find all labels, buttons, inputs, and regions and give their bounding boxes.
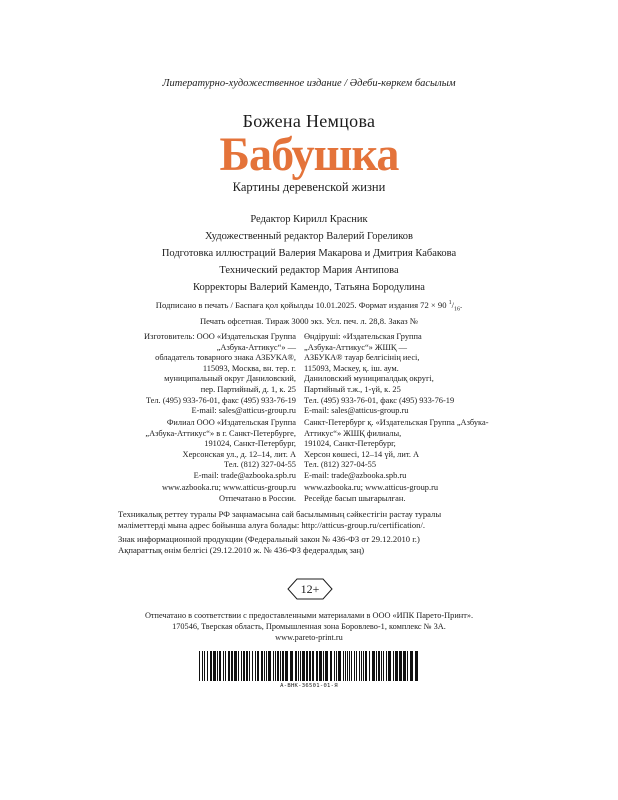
format-fraction-numerator: 1: [448, 300, 452, 306]
text-line: Партийный т.ж., 1-үй, к. 25: [304, 384, 401, 394]
email-line: E-mail: sales@atticus-group.ru: [304, 406, 409, 416]
branch-kz: [304, 418, 514, 482]
credit-line: Художественный редактор Валерий Гореликов: [205, 231, 413, 242]
format-fraction-denominator: 16: [454, 306, 461, 313]
text-line: 191024, Санкт-Петербург,: [204, 439, 296, 449]
text-line: Санкт-Петербург қ. «Издательская Группа „Азбука-: [304, 418, 489, 427]
barcode-bar: [351, 651, 352, 681]
text-line: Тел. (812) 327-04-55: [223, 460, 296, 470]
barcode-bar: [354, 651, 355, 681]
barcode-bar: [213, 651, 216, 681]
barcode-bar: [277, 651, 279, 681]
info-product-sign: [118, 534, 518, 556]
text-line: „Азбука-Аттикус“» ЖШҚ —: [304, 342, 407, 352]
barcode-bar: [399, 651, 402, 681]
barcode-bar: [319, 651, 322, 681]
edition-note: Литературно-художественное издание / Әдеби-көркем басылым: [162, 78, 456, 89]
book-subtitle: Картины деревенской жизни: [232, 180, 386, 194]
barcode-bar: [361, 651, 362, 681]
barcode-bar: [309, 651, 311, 681]
barcode-bar: [234, 651, 237, 681]
barcode-bar: [316, 651, 318, 681]
barcode-bar: [223, 651, 224, 681]
barcode-bar: [407, 651, 408, 681]
barcode-bar: [381, 651, 382, 681]
text-line: Херсонская ул., д. 12–14, лит. А: [182, 449, 296, 459]
text-line: мәліметтерді мына адрес бойынша алуға болады: http://atticus-group.ru/certification/.: [118, 520, 425, 530]
kz-regulation: [118, 509, 518, 531]
text-line: пер. Партийный, д. 1, к. 25: [200, 384, 296, 394]
barcode-bar: [257, 651, 259, 681]
website-line: www.pareto-print.ru: [275, 633, 343, 643]
text-line: Филиал ООО «Издательская Группа: [166, 418, 296, 427]
barcode-bar: [393, 651, 394, 681]
web-ru: [118, 483, 296, 504]
text-line: обладатель товарного знака АЗБУКА®,: [155, 353, 296, 363]
barcode-bar: [312, 651, 314, 681]
barcode-bar: [388, 651, 391, 681]
barcode-bar: [225, 651, 226, 681]
barcode-bar: [336, 651, 337, 681]
barcode-bar: [369, 651, 370, 681]
text-line: 170546, Тверская область, Промышленная зона Боровлево-1, комплекс № 3А.: [172, 622, 446, 632]
credit-line: Подготовка иллюстраций Валерия Макарова и Дмитрия Кабакова: [161, 248, 457, 259]
barcode-bar: [343, 651, 344, 681]
text-line: Даниловский муниципалдық округі,: [304, 374, 434, 384]
print-info-line-2: Печать офсетная. Тираж 3000 экз. Усл. печ. л. 28,8. Заказ №: [199, 316, 419, 327]
barcode-bar: [241, 651, 242, 681]
barcode-bar: [231, 651, 233, 681]
text-line: АЗБУКА® тауар белгісінің иесі,: [304, 353, 420, 363]
barcode-bar: [255, 651, 256, 681]
barcode-bar: [415, 651, 418, 681]
barcode-bar: [325, 651, 328, 681]
printer-info: [0, 610, 618, 644]
barcode-bar: [243, 651, 245, 681]
credit-line: Технический редактор Мария Антипова: [219, 265, 399, 276]
book-title: Бабушка: [219, 128, 399, 181]
manufacturer-ru: [118, 332, 296, 417]
barcode-label: А-ВНК-36501-01-Я: [280, 683, 338, 689]
barcode-bar: [246, 651, 248, 681]
web-kz: [304, 483, 514, 504]
text-line: Отпечатано в соответствии с предоставленными материалами в ООО «ИПК Парето-Принт».: [144, 611, 474, 620]
email-line: E-mail: trade@azbooka.spb.ru: [304, 470, 407, 480]
text-line: Техникалық реттеу туралы РФ заңнамасына сай басылымның сәйкестігін растау туралы: [118, 509, 442, 519]
text-line: Херсон көшесі, 12–14 үй, лит. А: [304, 449, 420, 459]
barcode-bar: [410, 651, 413, 681]
barcode-bar: [290, 651, 293, 681]
barcode-bar: [238, 651, 239, 681]
text-line: Аттикус“» ЖШҚ филиалы,: [304, 428, 402, 438]
branch-ru: [118, 418, 296, 482]
barcode-bar: [275, 651, 276, 681]
author-name: Божена Немцова: [242, 111, 376, 131]
text-line: „Азбука-Аттикус“» —: [216, 342, 296, 352]
barcode-bar: [363, 651, 364, 681]
barcode-bar: [282, 651, 284, 681]
barcode-bar: [228, 651, 230, 681]
barcode-bar: [204, 651, 205, 681]
text-line: 115093, Москва, вн. тер. г.: [202, 363, 296, 373]
text-line: 115093, Мәскеу, қ. іш. аум.: [304, 363, 399, 373]
barcode-bar: [330, 651, 332, 681]
barcode-bar: [280, 651, 281, 681]
barcode-bar: [365, 651, 367, 681]
barcode-bar: [386, 651, 387, 681]
barcode-bar: [323, 651, 324, 681]
text-line: Изготовитель: ООО «Издательская Группа: [144, 332, 296, 341]
barcode-bar: [395, 651, 398, 681]
text-line: „Азбука-Аттикус“» в г. Санкт-Петербурге,: [145, 428, 296, 438]
credit-line: Корректоры Валерий Камендо, Татьяна Бородулина: [193, 282, 425, 293]
barcode-bar: [210, 651, 212, 681]
barcode-bar: [252, 651, 253, 681]
text-line: Ақпараттық өнім белгісі (29.12.2010 ж. № 436-ФЗ федералдық заң): [118, 545, 365, 555]
text-line: Отпечатано в России.: [218, 493, 296, 503]
barcode-bar: [207, 651, 208, 681]
email-line: E-mail: trade@azbooka.spb.ru: [193, 470, 296, 480]
barcode-bar: [199, 651, 200, 681]
barcode-bar: [334, 651, 335, 681]
text-line: 191024, Санкт-Петербург,: [304, 439, 396, 449]
barcode-bar: [372, 651, 375, 681]
barcode-bar: [349, 651, 350, 681]
credit-line: Редактор Кирилл Красник: [250, 214, 368, 225]
barcode-bar: [347, 651, 348, 681]
barcode-bar: [273, 651, 274, 681]
text-line: Знак информационной продукции (Федеральный закон № 436-ФЗ от 29.12.2010 г.): [118, 534, 420, 544]
barcode-bar: [261, 651, 263, 681]
barcode-bar: [264, 651, 265, 681]
website-line: www.azbooka.ru; www.atticus-group.ru: [304, 483, 439, 492]
email-line: E-mail: sales@atticus-group.ru: [191, 406, 296, 416]
print-info-line-1: Подписано в печать / Баспаға қол қойылды 10.01.2025. Формат издания 72 × 90 $^1/_{16}$.: [155, 299, 463, 313]
barcode-bar: [266, 651, 267, 681]
barcode: [199, 651, 419, 681]
text-line: муниципальный округ Даниловский,: [164, 374, 296, 384]
barcode-bar: [403, 651, 406, 681]
barcode-bar: [302, 651, 305, 681]
barcode-bar: [338, 651, 341, 681]
barcode-bar: [285, 651, 288, 681]
barcode-bar: [356, 651, 357, 681]
barcode-bars-icon: [199, 651, 419, 681]
age-rating-label: 12+: [300, 582, 320, 596]
barcode-bar: [359, 651, 360, 681]
barcode-bar: [219, 651, 221, 681]
website-line: www.azbooka.ru; www.atticus-group.ru: [161, 483, 296, 492]
barcode-bar: [249, 651, 250, 681]
credits-block: [0, 211, 618, 296]
barcode-bar: [295, 651, 297, 681]
manufacturer-kz: [304, 332, 514, 417]
text-line: Тел. (495) 933-76-01, факс (495) 933-76-19: [304, 395, 455, 405]
barcode-bar: [383, 651, 384, 681]
barcode-bar: [378, 651, 380, 681]
barcode-bar: [268, 651, 271, 681]
text-line: Тел. (812) 327-04-55: [304, 460, 377, 470]
print-info: [0, 298, 618, 328]
barcode-bar: [217, 651, 218, 681]
barcode-bar: [345, 651, 346, 681]
barcode-bar: [202, 651, 203, 681]
text-line: Тел. (495) 933-76-01, факс (495) 933-76-19: [145, 395, 296, 405]
barcode-bar: [298, 651, 299, 681]
barcode-bar: [376, 651, 377, 681]
barcode-bar: [300, 651, 301, 681]
barcode-bar: [306, 651, 308, 681]
text-line: Ресейде басып шығарылған.: [304, 493, 406, 503]
age-rating-badge: [287, 578, 333, 600]
text-line: Өндіруші: «Издательская Группа: [304, 332, 422, 341]
